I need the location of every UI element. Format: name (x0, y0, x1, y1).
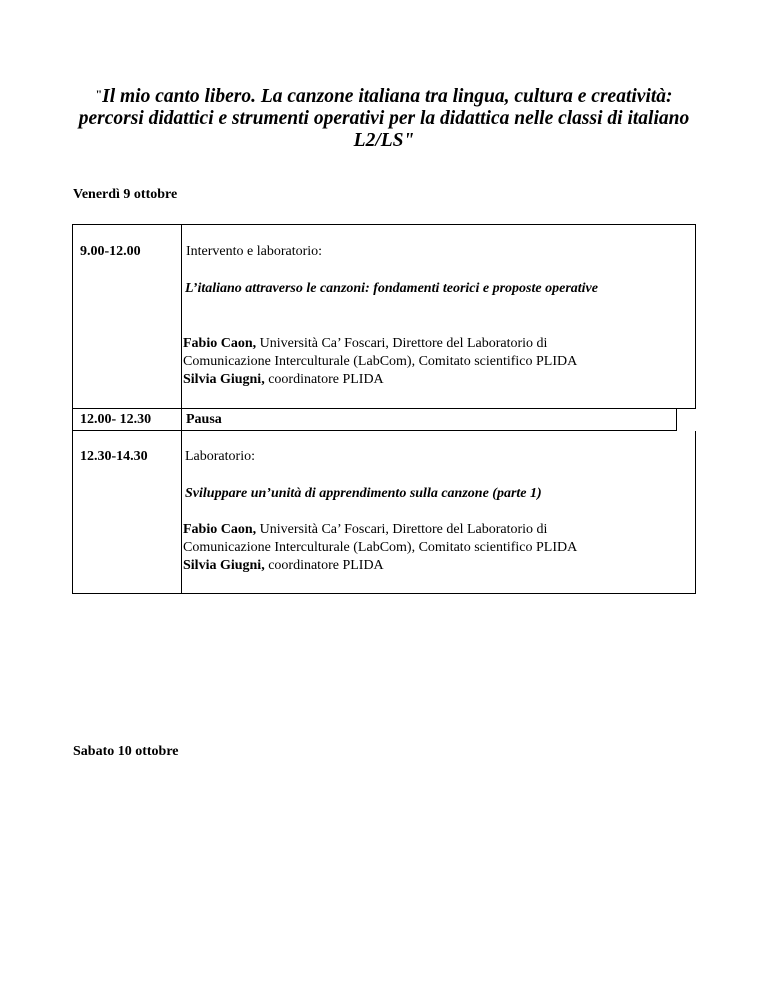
speakers (183, 521, 577, 575)
table-border (72, 409, 73, 431)
document-title (72, 83, 696, 152)
table-border (72, 593, 696, 594)
session-topic: L’italiano attraverso le canzoni: fondamenti teorici e proposte operative (185, 281, 598, 296)
title-open-quote: " (95, 87, 103, 101)
session-type: Intervento e laboratorio: (186, 244, 323, 259)
table-border (676, 409, 677, 431)
speaker-name: Fabio Caon, (183, 336, 257, 351)
time-cell: 12.00- 12.30 (80, 412, 152, 427)
title-text: Il mio canto libero. La canzone italiana tra lingua, cultura e creatività: percorsi didattici e strumenti operativi per la didattica nelle classi di italiano L2/LS" (78, 86, 690, 151)
table-border (181, 431, 182, 594)
time-cell: 9.00-12.00 (80, 244, 141, 259)
table-border (72, 431, 73, 594)
table-border (695, 224, 696, 409)
table-border (181, 224, 182, 409)
table-border (695, 431, 696, 594)
speaker-name: Silvia Giugni, (183, 372, 265, 387)
speaker-affiliation: Comunicazione Interculturale (LabCom), Comitato scientifico PLIDA (183, 540, 578, 555)
speaker-name: Fabio Caon, (183, 522, 257, 537)
day-label-friday: Venerdì 9 ottobre (73, 187, 178, 202)
table-border (72, 224, 73, 409)
speaker-affiliation: Comunicazione Interculturale (LabCom), Comitato scientifico PLIDA (183, 354, 578, 369)
session-type: Laboratorio: (185, 449, 255, 464)
session-type: Pausa (186, 412, 222, 427)
speaker-name: Silvia Giugni, (183, 558, 265, 573)
table-border (72, 224, 696, 225)
day-label-saturday: Sabato 10 ottobre (73, 744, 179, 759)
speaker-role: coordinatore PLIDA (264, 558, 384, 573)
speakers (183, 335, 577, 389)
speaker-affiliation: Università Ca’ Foscari, Direttore del Laboratorio di (256, 522, 548, 537)
time-cell: 12.30-14.30 (80, 449, 148, 464)
speaker-affiliation: Università Ca’ Foscari, Direttore del Laboratorio di (256, 336, 548, 351)
table-border (181, 409, 182, 431)
table-border (72, 408, 696, 409)
session-topic: Sviluppare un’unità di apprendimento sulla canzone (parte 1) (185, 486, 542, 501)
speaker-role: coordinatore PLIDA (264, 372, 384, 387)
table-border (72, 430, 677, 431)
